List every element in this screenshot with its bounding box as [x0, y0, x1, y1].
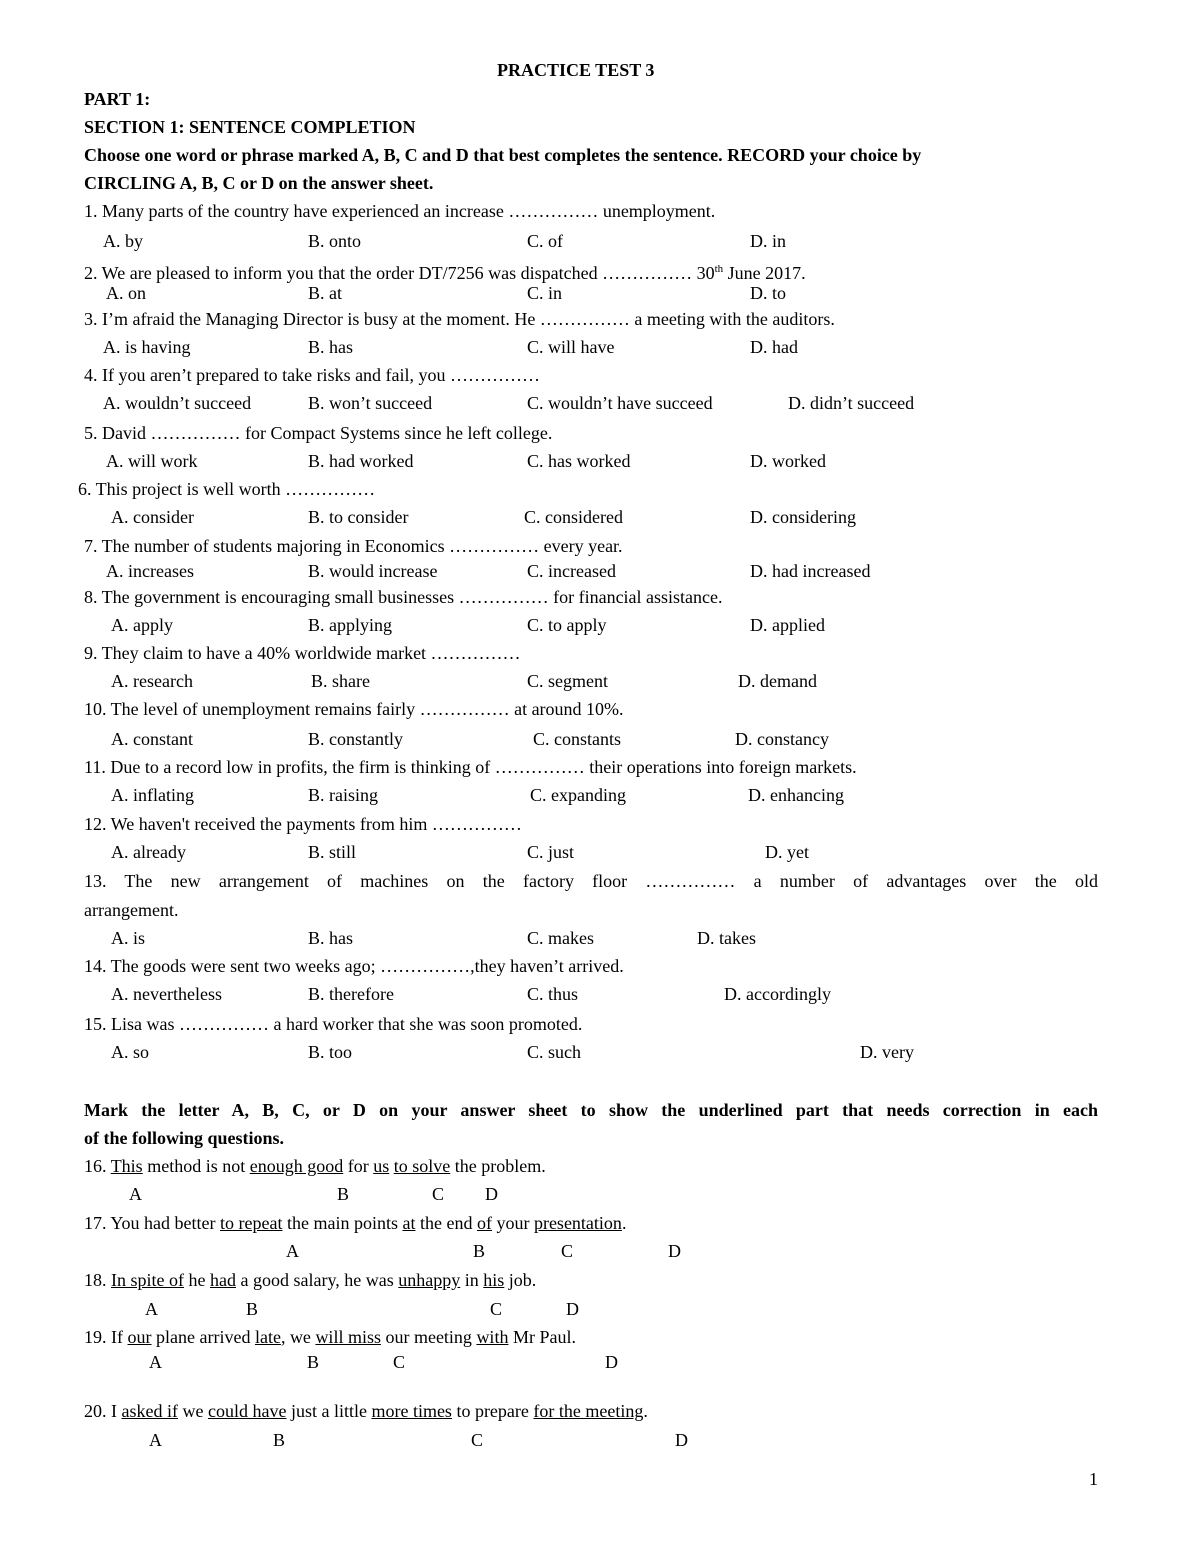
- q19-letter-c: C: [393, 1352, 406, 1372]
- q15-option-b: B. too: [308, 1042, 353, 1062]
- q19-letter-b: B: [307, 1352, 320, 1372]
- q1-option-a: A. by: [103, 231, 143, 251]
- q19-letter-d: D: [605, 1352, 618, 1372]
- q13-option-c: C. makes: [527, 928, 594, 948]
- instruction-line-1: Choose one word or phrase marked A, B, C and D that best completes the sentence. RECORD your choice by: [84, 145, 922, 165]
- q16-letter-b: B: [337, 1184, 350, 1204]
- q3-option-c: C. will have: [527, 337, 615, 357]
- q9-option-d: D. demand: [738, 671, 817, 691]
- q12-option-d: D. yet: [765, 842, 809, 862]
- q1-option-c: C. of: [527, 231, 563, 251]
- instruction-line-2: CIRCLING A, B, C or D on the answer sheet.: [84, 173, 434, 193]
- q16-underlined-d: to solve: [393, 1156, 451, 1176]
- q15-option-d: D. very: [860, 1042, 914, 1062]
- q14-option-a: A. nevertheless: [111, 984, 222, 1004]
- q11-option-a: A. inflating: [111, 785, 194, 805]
- q16-underlined-c: us: [373, 1156, 390, 1176]
- q12-option-c: C. just: [527, 842, 575, 862]
- q13-option-a: A. is: [111, 928, 146, 948]
- q12-option-a: A. already: [111, 842, 186, 862]
- section-heading: SECTION 1: SENTENCE COMPLETION: [84, 117, 416, 137]
- q6-option-c: C. considered: [524, 507, 623, 527]
- q16-underlined-a: This: [110, 1156, 143, 1176]
- q16-letter-d: D: [485, 1184, 498, 1204]
- q20-underlined-a: asked if: [121, 1401, 178, 1421]
- q20-letter-c: C: [471, 1430, 484, 1450]
- instruction2-line-2: of the following questions.: [84, 1128, 285, 1148]
- q7-option-a: A. increases: [106, 561, 194, 581]
- q7-option-c: C. increased: [527, 561, 616, 581]
- q16-letter-a: A: [129, 1184, 142, 1204]
- q9-option-c: C. segment: [527, 671, 608, 691]
- q2-text-end: June 2017.: [723, 263, 806, 283]
- q13-option-b: B. has: [308, 928, 353, 948]
- question-18: 18. In spite of he had a good salary, he was unhappy in his job.: [84, 1270, 537, 1290]
- q11-option-d: D. enhancing: [748, 785, 844, 805]
- question-12: 12. We haven't received the payments from him ……………: [84, 814, 522, 834]
- q18-underlined-b: had: [209, 1270, 236, 1290]
- q11-option-b: B. raising: [308, 785, 378, 805]
- q5-option-b: B. had worked: [308, 451, 414, 471]
- q18-letter-c: C: [490, 1299, 503, 1319]
- q11-option-c: C. expanding: [530, 785, 626, 805]
- q6-option-b: B. to consider: [308, 507, 409, 527]
- part-heading: PART 1:: [84, 89, 151, 109]
- q3-option-a: A. is having: [103, 337, 191, 357]
- question-2: [84, 258, 806, 284]
- q17-underlined-b: at: [402, 1213, 416, 1233]
- q18-letter-d: D: [566, 1299, 579, 1319]
- q12-option-b: B. still: [308, 842, 357, 862]
- q2-option-d: D. to: [750, 283, 786, 303]
- q8-option-b: B. applying: [308, 615, 392, 635]
- q3-option-d: D. had: [750, 337, 798, 357]
- q4-option-b: B. won’t succeed: [308, 393, 433, 413]
- q8-option-c: C. to apply: [527, 615, 607, 635]
- q20-letter-b: B: [273, 1430, 286, 1450]
- page-title: PRACTICE TEST 3: [497, 60, 655, 80]
- q10-option-b: B. constantly: [308, 729, 403, 749]
- q1-option-b: B. onto: [308, 231, 362, 251]
- question-13-line-2: arrangement.: [84, 900, 179, 920]
- q5-option-d: D. worked: [750, 451, 826, 471]
- q18-letter-b: B: [246, 1299, 259, 1319]
- q8-option-a: A. apply: [111, 615, 173, 635]
- q16-letter-c: C: [432, 1184, 445, 1204]
- q17-letter-c: C: [561, 1241, 574, 1261]
- q19-underlined-a: our: [127, 1327, 152, 1347]
- question-13-line-1: 13. The new arrangement of machines on the factory floor …………… a number of advantages over the old: [84, 871, 1098, 891]
- q6-option-d: D. considering: [750, 507, 856, 527]
- q9-option-b: B. share: [311, 671, 370, 691]
- question-10: 10. The level of unemployment remains fairly …………… at around 10%.: [84, 699, 624, 719]
- q4-option-c: C. wouldn’t have succeed: [527, 393, 713, 413]
- q1-option-d: D. in: [750, 231, 786, 251]
- q14-option-b: B. therefore: [308, 984, 394, 1004]
- q20-underlined-d: for the meeting: [533, 1401, 644, 1421]
- q10-option-c: C. constants: [533, 729, 621, 749]
- q2-superscript: th: [714, 263, 724, 275]
- q10-option-d: D. constancy: [735, 729, 829, 749]
- q19-letter-a: A: [149, 1352, 162, 1372]
- q17-underlined-d: presentation: [533, 1213, 622, 1233]
- q18-underlined-a: In spite of: [111, 1270, 184, 1290]
- q17-underlined-c: of: [476, 1213, 492, 1233]
- q18-underlined-c: unhappy: [398, 1270, 461, 1290]
- question-3: 3. I’m afraid the Managing Director is busy at the moment. He …………… a meeting with the auditors.: [84, 309, 835, 329]
- question-8: 8. The government is encouraging small businesses …………… for financial assistance.: [84, 587, 723, 607]
- q4-option-d: D. didn’t succeed: [788, 393, 915, 413]
- q14-option-d: D. accordingly: [724, 984, 831, 1004]
- q2-text: 2. We are pleased to inform you that the order DT/7256 was dispatched …………… 30: [84, 263, 715, 283]
- q18-letter-a: A: [145, 1299, 158, 1319]
- q2-option-a: A. on: [106, 283, 146, 303]
- question-15: 15. Lisa was …………… a hard worker that she was soon promoted.: [84, 1014, 583, 1034]
- q17-letter-a: A: [286, 1241, 299, 1261]
- question-1: 1. Many parts of the country have experienced an increase …………… unemployment.: [84, 201, 716, 221]
- q8-option-d: D. applied: [750, 615, 825, 635]
- q20-underlined-b: could have: [207, 1401, 287, 1421]
- q2-option-b: B. at: [308, 283, 342, 303]
- question-20: 20. I asked if we could have just a little more times to prepare for the meeting.: [84, 1401, 648, 1421]
- q17-underlined-a: to repeat: [220, 1213, 283, 1233]
- question-6: 6. This project is well worth ……………: [78, 479, 376, 499]
- q5-option-c: C. has worked: [527, 451, 631, 471]
- q15-option-c: C. such: [527, 1042, 581, 1062]
- q13-option-d: D. takes: [697, 928, 756, 948]
- q7-option-d: D. had increased: [750, 561, 871, 581]
- page-number: 1: [1089, 1469, 1098, 1489]
- q20-letter-d: D: [675, 1430, 688, 1450]
- q19-underlined-c: will miss: [315, 1327, 381, 1347]
- question-4: 4. If you aren’t prepared to take risks and fail, you ……………: [84, 365, 541, 385]
- q17-letter-d: D: [668, 1241, 681, 1261]
- q9-option-a: A. research: [111, 671, 193, 691]
- q19-underlined-d: with: [476, 1327, 509, 1347]
- q18-underlined-d: his: [483, 1270, 505, 1290]
- question-7: 7. The number of students majoring in Economics …………… every year.: [84, 536, 623, 556]
- q19-underlined-b: late: [254, 1327, 281, 1347]
- question-9: 9. They claim to have a 40% worldwide market ……………: [84, 643, 521, 663]
- q4-option-a: A. wouldn’t succeed: [103, 393, 252, 413]
- question-17: 17. You had better to repeat the main points at the end of your presentation.: [84, 1213, 627, 1233]
- q10-option-a: A. constant: [111, 729, 193, 749]
- q16-underlined-b: enough good: [249, 1156, 344, 1176]
- question-11: 11. Due to a record low in profits, the firm is thinking of …………… their operations into foreign markets.: [84, 757, 857, 777]
- q20-underlined-c: more times: [371, 1401, 452, 1421]
- q20-letter-a: A: [149, 1430, 162, 1450]
- question-5: 5. David …………… for Compact Systems since he left college.: [84, 423, 553, 443]
- question-16: 16. This method is not enough good for us to solve the problem.: [84, 1156, 546, 1176]
- q2-option-c: C. in: [527, 283, 563, 303]
- q14-option-c: C. thus: [527, 984, 579, 1004]
- q5-option-a: A. will work: [106, 451, 198, 471]
- q6-option-a: A. consider: [111, 507, 194, 527]
- q7-option-b: B. would increase: [308, 561, 438, 581]
- q3-option-b: B. has: [308, 337, 353, 357]
- instruction2-line-1: Mark the letter A, B, C, or D on your answer sheet to show the underlined part that needs correction in each: [84, 1100, 1098, 1120]
- question-19: 19. If our plane arrived late, we will miss our meeting with Mr Paul.: [84, 1327, 576, 1347]
- question-14: 14. The goods were sent two weeks ago; ……………,they haven’t arrived.: [84, 956, 624, 976]
- q17-letter-b: B: [473, 1241, 486, 1261]
- q15-option-a: A. so: [111, 1042, 150, 1062]
